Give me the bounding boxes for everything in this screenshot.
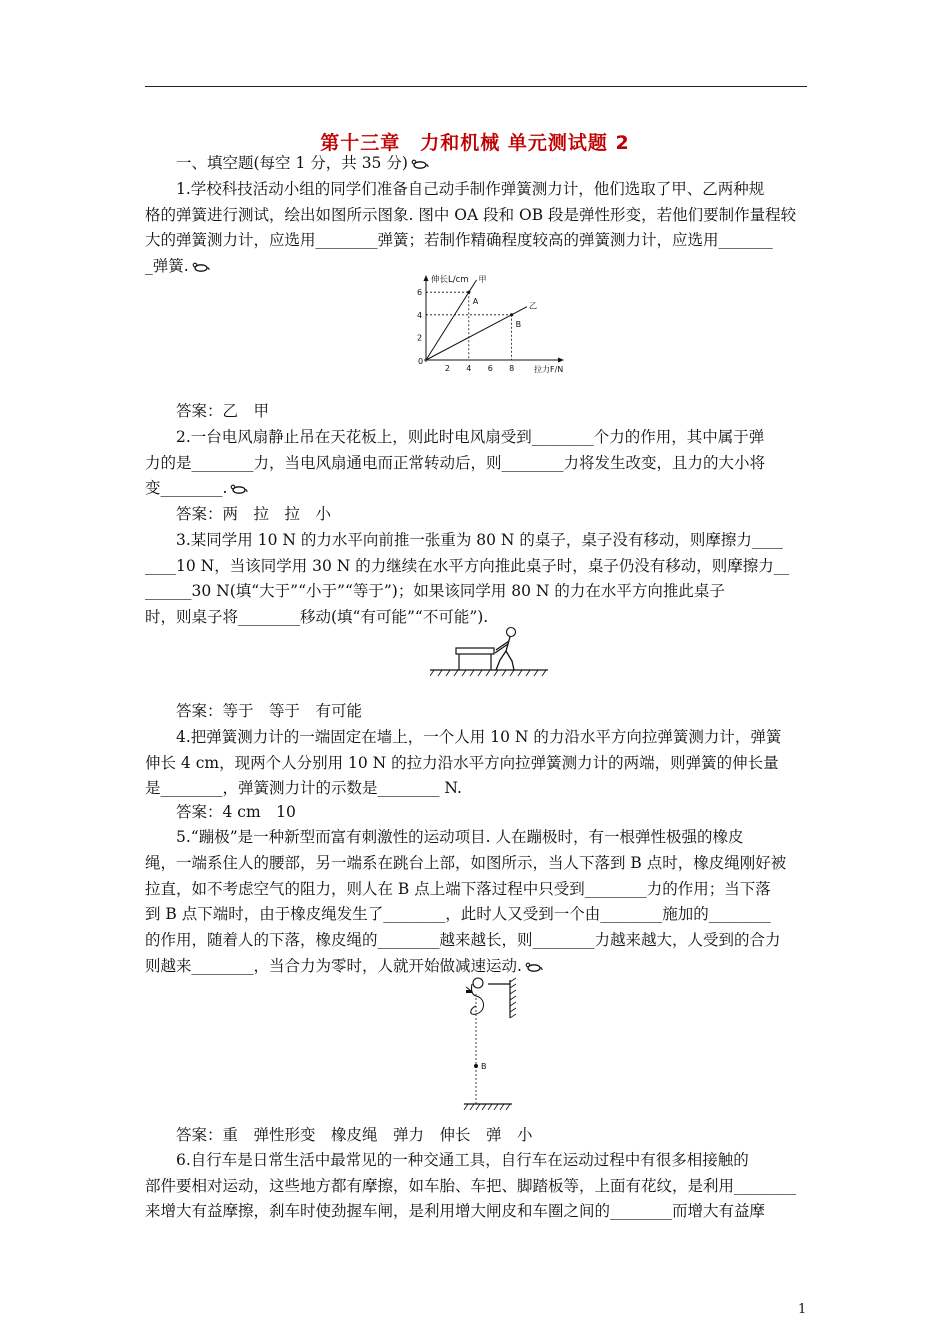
series-group [426,275,537,360]
text-line: 2.一台电风扇静止吊在天花板上，则此时电风扇受到________个力的作用，其中属于弹 [176,428,765,446]
question-4-line-1 [145,727,807,747]
x-tick-label: 4 [466,364,472,373]
y-tick-label: 6 [417,288,423,298]
x-tick-label: 6 [487,364,493,373]
mouse-icon [230,484,248,494]
y-tick-label: 2 [417,333,423,343]
x-axis-label: 拉力F/N [534,365,564,374]
question-3-line-1 [145,530,807,550]
question-3-line-3 [145,581,807,601]
text-line: 格的弹簧进行测试，绘出如图所示图象. 图中 OA 段和 OB 段是弹性形变，若他们要制作量程较 [145,206,797,224]
page-title: 第十三章 力和机械 单元测试题 2 [320,132,630,154]
header-rule [145,86,807,87]
text-line: 答案：乙 甲 [176,402,270,420]
text-line: 绳，一端系住人的腰部，另一端系在跳台上部，如图所示，当人下落到 B 点时，橡皮绳刚好被 [145,854,787,872]
question-3-line-4 [145,607,807,627]
x-tick-label: 8 [509,364,515,373]
text-line: 拉直，如不考虑空气的阻力，则人在 B 点上端下落过程中只受到________力的作用；当下落 [145,880,771,898]
text-line: 答案：重 弹性形变 橡皮绳 弹力 伸长 弹 小 [176,1126,533,1144]
text-line: 伸长 4 cm，现两个人分别用 10 N 的拉力沿水平方向拉弹簧测力计的两端，则弹簧的伸长量 [145,754,779,772]
push-table-figure [430,626,550,682]
y-axis-arrow [424,275,429,281]
question-2-line-1 [145,427,807,447]
answer-5 [145,1125,807,1145]
text-line: 是________，弹簧测力计的示数是________ N. [145,779,462,797]
origin-label: 0 [418,357,424,366]
question-1-line-3 [145,230,807,250]
graph-content [417,274,564,374]
mouse-icon [192,262,210,272]
bungee-point-label: B [481,1062,487,1071]
spring-graph [412,272,582,382]
y-tick-label: 4 [417,310,423,320]
answer-1 [145,401,807,421]
question-5-line-2 [145,853,807,873]
question-2-line-2 [145,453,807,473]
series-label: 甲 [478,274,487,284]
text-line: 大的弹簧测力计，应选用________弹簧；若制作精确程度较高的弹簧测力计，应选用_______ [145,231,773,249]
point-label: A [472,297,479,307]
text-line: 答案：等于 等于 有可能 [176,702,363,720]
question-5-line-4 [145,904,807,924]
text-line: 6.自行车是日常生活中最常见的一种交通工具，自行车在运动过程中有很多相接触的 [176,1151,749,1169]
text-line: 则越来________，当合力为零时，人就开始做减速运动. [145,957,522,975]
y-axis-label: 伸长L/cm [431,275,469,285]
question-6-line-2 [145,1176,807,1196]
point-label: B [515,319,522,329]
text-line: 力的是________力，当电风扇通电而正常转动后，则________力将发生改变，且力的大小将 [145,454,766,472]
text-line: 答案：4 cm 10 [176,803,296,821]
text-line: ____10 N，当该同学用 30 N 的力继续在水平方向推此桌子时，桌子仍没有移动，则摩擦力__ [145,557,790,575]
text-line: 1.学校科技活动小组的同学们准备自己动手制作弹簧测力计，他们选取了甲、乙两种规 [176,180,765,198]
data-point [510,313,513,316]
text-line: 4.把弹簧测力计的一端固定在墙上，一个人用 10 N 的力沿水平方向拉弹簧测力计，弹簧 [176,728,782,746]
x-axis-arrow [558,358,564,363]
question-2-line-3 [145,478,807,498]
mouse-icon [411,159,429,169]
question-6-line-3 [145,1201,807,1221]
question-5-line-1 [145,827,807,847]
text-line: ______30 N(填“大于”“小于”“等于”)；如果该同学用 80 N 的力在水平方向推此桌子 [145,582,725,600]
answer-4 [145,802,807,822]
text-line: 变________. [145,479,228,497]
text-line: _弹簧. [145,257,189,275]
x-tick-label: 2 [444,364,450,373]
text-line: 到 B 点下端时，由于橡皮绳发生了________，此时人又受到一个由________施加的________ [145,905,771,923]
text-line: 答案：两 拉 拉 小 [176,505,332,523]
data-point [467,291,470,294]
answer-2 [145,504,807,524]
text-line: 3.某同学用 10 N 的力水平向前推一张重为 80 N 的桌子，桌子没有移动，则摩擦力____ [176,531,783,549]
question-4-line-3 [145,778,807,798]
question-1-line-1 [145,179,807,199]
text-line: 来增大有益摩擦，刹车时使劲握车闸，是利用增大闸皮和车圈之间的________而增大有益摩 [145,1202,766,1220]
text-line: 时，则桌子将________移动(填“有可能”“不可能”). [145,608,489,626]
page-number: 1 [798,1302,807,1317]
text-line: 的作用，随着人的下落，橡皮绳的________越来越长，则________力越来越大，人受到的合力 [145,931,781,949]
series-label: 乙 [529,301,538,311]
text-line: 一、填空题(每空 1 分，共 35 分) [176,154,408,172]
text-line: 部件要相对运动，这些地方都有摩擦，如车胎、车把、脚踏板等，上面有花纹，是利用________ [145,1177,797,1195]
mouse-icon [525,962,543,972]
text-line: 5.“蹦极”是一种新型而富有刺激性的运动项目. 人在蹦极时，有一根弹性极强的橡皮 [176,828,744,846]
question-5-line-5 [145,930,807,950]
question-1-line-2 [145,205,807,225]
question-6-line-1 [145,1150,807,1170]
section-heading [145,153,807,173]
question-5-line-3 [145,879,807,899]
bungee-figure [452,972,522,1112]
question-4-line-2 [145,753,807,773]
answer-3 [145,701,807,721]
question-3-line-2 [145,556,807,576]
